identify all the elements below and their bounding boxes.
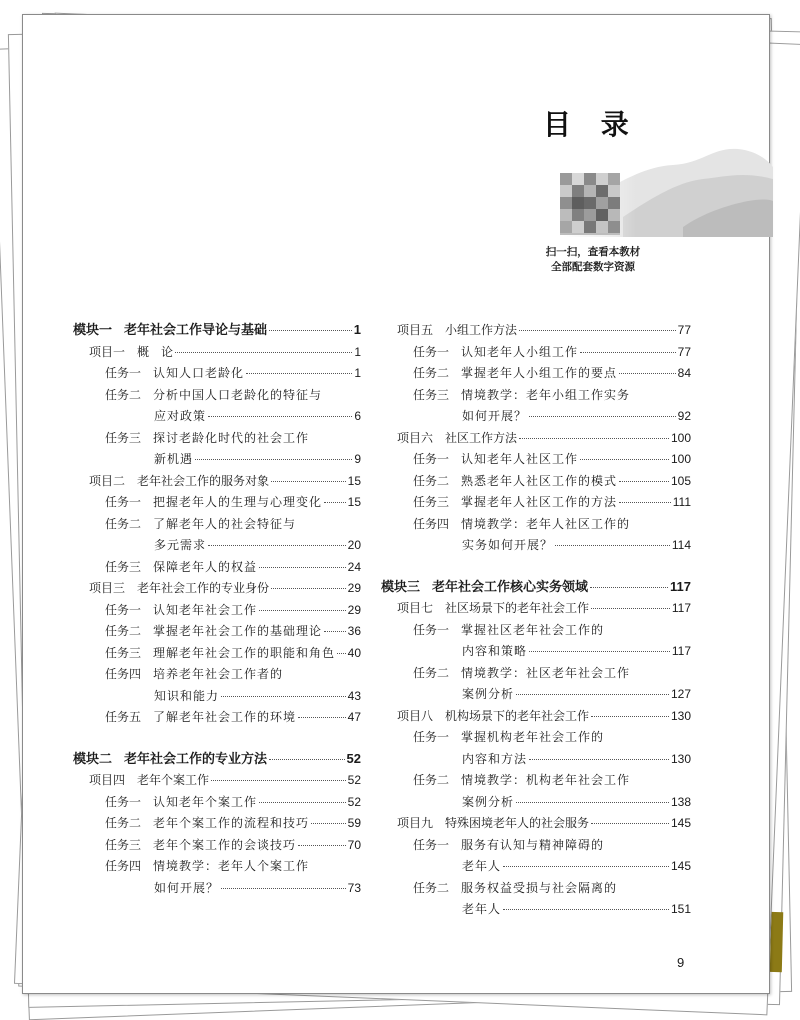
toc-entry-title: 认知人口老龄化 [153,366,245,380]
toc-entry-title: 实务如何开展？ [462,538,554,552]
toc-entry-title: 掌握机构老年社会工作的 [461,730,605,744]
toc-entry-task[interactable] [381,514,691,534]
toc-entry-task[interactable] [381,471,691,491]
dot-leader [298,844,346,846]
toc-entry-label: 任务三 [105,645,142,660]
toc-entry-page-number: 117 [671,601,691,615]
toc-entry-page-number: 77 [677,344,691,359]
toc-entry-cont[interactable] [73,686,361,706]
toc-entry-title: 情境教学：机构老年社会工作 [461,773,631,787]
toc-entry-cont[interactable] [381,684,691,704]
toc-entry-project[interactable] [381,813,691,833]
dot-leader [298,716,346,718]
toc-entry-label: 模块二 [73,751,113,767]
toc-entry-label: 任务二 [105,816,142,830]
toc-entry-task[interactable] [381,663,691,683]
dot-leader [591,715,669,717]
toc-entry-page-number: 138 [670,794,691,809]
toc-entry-label: 项目一 [89,344,126,359]
toc-entry-label: 项目三 [89,581,126,595]
toc-entry-title: 把握老年人的生理与心理变化 [153,495,323,509]
toc-entry-page-number: 47 [347,710,361,724]
toc-entry-task[interactable] [381,342,691,362]
toc-entry-title: 情境教学：老年人个案工作 [153,859,310,873]
toc-entry-title: 理解老年社会工作的职能和角色 [153,645,336,660]
dot-leader [208,544,346,546]
toc-entry-title: 分析中国人口老龄化的特征与 [153,387,323,402]
toc-entry-title: 熟悉老年人社区工作的模式 [461,473,618,488]
toc-entry-task[interactable] [73,643,361,663]
toc-entry-project[interactable] [381,598,691,618]
toc-entry-label: 任务一 [105,602,142,617]
toc-entry-project[interactable] [381,706,691,726]
toc-entry-page-number: 1 [354,344,361,359]
toc-entry-label: 任务一 [413,622,450,637]
toc-entry-cont[interactable] [381,406,691,426]
toc-entry-title: 概 论 [137,344,174,359]
toc-entry-title: 老年个案工作的流程和技巧 [153,816,310,830]
toc-entry-page-number: 29 [347,602,361,617]
dot-leader [337,652,346,654]
page-number: 9 [677,955,685,970]
toc-entry-page-number: 92 [677,409,691,423]
dot-leader [324,501,346,503]
toc-entry-title: 老年个案工作 [137,773,210,787]
dot-leader [324,630,346,632]
toc-entry-title: 情境教学：社区老年社会工作 [461,665,631,680]
toc-entry-label: 任务四 [413,516,450,531]
toc-entry-task[interactable] [381,449,691,469]
toc-entry-task[interactable] [73,363,361,383]
dot-leader [221,695,346,697]
toc-entry-title: 掌握老年社会工作的基础理论 [153,624,323,638]
dot-leader [516,801,669,803]
dot-leader [591,607,670,609]
toc-entry-cont[interactable] [73,449,361,469]
toc-entry-label: 任务四 [105,859,142,873]
toc-entry-title: 情境教学：老年人社区工作的 [461,516,631,531]
toc-entry-title: 探讨老龄化时代的社会工作 [153,430,310,445]
toc-entry-page-number: 145 [670,859,691,873]
dot-leader [519,437,669,439]
toc-entry-label: 项目二 [89,473,126,488]
toc-entry-title: 培养老年社会工作者的 [153,667,284,681]
toc-entry-task[interactable] [381,835,691,855]
toc-entry-label: 任务一 [413,452,450,466]
toc-entry-cont[interactable] [73,535,361,555]
dot-leader [311,822,346,824]
toc-entry-cont[interactable] [381,535,691,555]
toc-entry-label: 任务三 [413,495,450,509]
toc-entry-cont[interactable] [73,406,361,426]
toc-entry-task[interactable] [73,792,361,812]
toc-entry-page-number: 1 [353,322,361,337]
dot-leader [619,372,676,374]
toc-entry-task[interactable] [381,385,691,405]
toc-entry-task[interactable] [381,363,691,383]
toc-entry-label: 任务二 [105,624,142,638]
toc-entry-project[interactable] [73,471,361,491]
toc-entry-label: 任务二 [105,387,142,402]
toc-entry-cont[interactable] [381,856,691,876]
toc-entry-title: 老年人 [462,859,502,873]
toc-entry-title: 如何开展？ [462,409,528,423]
toc-entry-title: 新机遇 [154,452,194,466]
toc-entry-cont[interactable] [381,641,691,661]
toc-entry-label: 任务一 [105,495,142,509]
toc-entry-task[interactable] [73,557,361,577]
toc-entry-title: 认知老年社会工作 [153,602,258,617]
toc-entry-page-number: 36 [347,624,361,638]
toc-entry-task[interactable] [381,492,691,512]
toc-entry-label: 任务二 [413,366,450,380]
toc-entry-page-number: 100 [670,452,691,466]
toc-entry-page-number: 20 [347,538,361,552]
toc-entry-task[interactable] [381,878,691,898]
toc-entry-task[interactable] [73,835,361,855]
toc-entry-title: 老年社会工作导论与基础 [124,323,268,338]
toc-entry-task[interactable] [381,770,691,790]
toc-entry-page-number: 77 [677,323,691,337]
toc-entry-page-number: 130 [670,708,691,723]
dot-leader [503,908,669,910]
toc-entry-label: 任务一 [413,837,450,852]
dot-leader [590,586,668,588]
toc-entry-page-number: 15 [347,495,361,509]
toc-entry-label: 任务五 [105,710,142,724]
toc-entry-label: 任务一 [413,730,450,744]
toc-entry-label: 项目八 [397,708,434,723]
toc-entry-task[interactable] [381,620,691,640]
toc-entry-page-number: 43 [347,688,361,703]
toc-entry-page-number: 40 [347,645,361,660]
toc-entry-page-number: 130 [670,751,691,766]
toc-entry-page-number: 52 [346,750,361,766]
dot-leader [246,372,352,374]
dot-leader [259,801,346,803]
toc-entry-module[interactable] [381,577,691,597]
toc-entry-page-number: 105 [670,473,691,488]
toc-entry-label: 模块三 [381,579,421,595]
toc-entry-title: 保障老年人的权益 [153,559,258,574]
toc-entry-page-number: 70 [347,837,361,852]
toc-entry-module[interactable] [73,749,361,769]
toc-entry-label: 任务三 [413,387,450,402]
dot-leader [175,351,352,353]
toc-entry-label: 项目七 [397,601,434,615]
toc-entry-label: 任务二 [413,773,450,787]
toc-entry-title: 社区场景下的老年社会工作 [445,601,590,615]
toc-entry-title: 老年社会工作的服务对象 [137,473,270,488]
qr-code[interactable] [560,173,620,235]
toc-entry-cont[interactable] [381,749,691,769]
toc-entry-title: 服务有认知与精神障碍的 [461,837,605,852]
toc-entry-title: 老年人 [462,902,502,916]
toc-entry-title: 老年社会工作核心实务领域 [432,579,589,595]
dot-leader [529,758,669,760]
toc-entry-label: 任务二 [413,665,450,680]
toc-entry-title: 小组工作方法 [445,323,518,337]
dot-leader [529,415,676,417]
toc-entry-task[interactable] [73,621,361,641]
toc-entry-label: 任务二 [413,880,450,895]
toc-entry-label: 任务一 [413,344,450,359]
toc-entry-title: 老年社会工作的专业方法 [124,751,268,767]
toc-entry-page-number: 73 [347,880,361,895]
toc-entry-title: 了解老年人的社会特征与 [153,516,297,531]
toc-entry-title: 认知老年人小组工作 [461,344,579,359]
toc-entry-label: 任务一 [105,366,142,380]
toc-entry-project[interactable] [73,342,361,362]
toc-entry-task[interactable] [73,664,361,684]
toc-entry-title: 掌握老年人社区工作的方法 [461,495,618,509]
toc-entry-project[interactable] [381,428,691,448]
dot-leader [221,887,346,889]
toc-entry-title: 掌握老年人小组工作的要点 [461,366,618,380]
toc-entry-page-number: 52 [347,773,361,787]
toc-entry-title: 认知老年个案工作 [153,794,258,809]
toc-entry-page-number: 114 [671,538,691,552]
toc-entry-title: 掌握社区老年社会工作的 [461,622,605,637]
dot-leader [516,693,669,695]
dot-leader [271,480,346,482]
toc-entry-title: 认知老年人社区工作 [461,452,579,466]
toc-entry-label: 任务三 [105,837,142,852]
dot-leader [503,865,669,867]
toc-entry-page-number: 117 [671,644,691,658]
dot-leader [580,351,676,353]
toc-entry-project[interactable] [73,770,361,790]
toc-entry-label: 模块一 [73,323,113,338]
toc-entry-cont[interactable] [381,899,691,919]
toc-entry-title: 内容和方法 [462,751,528,766]
qr-caption [529,245,657,275]
toc-entry-title: 特殊困境老年人的社会服务 [445,816,590,830]
dot-leader [619,480,669,482]
toc-entry-page-number: 9 [354,452,361,466]
dot-leader [591,822,669,824]
toc-entry-task[interactable] [73,492,361,512]
toc-entry-page-number: 15 [347,473,361,488]
toc-entry-page-number: 145 [670,816,691,830]
toc-entry-project[interactable] [73,578,361,598]
toc-page [22,14,770,994]
toc-entry-task[interactable] [73,428,361,448]
toc-entry-cont[interactable] [73,878,361,898]
dot-leader [259,609,346,611]
toc-entry-title: 服务权益受损与社会隔离的 [461,880,618,895]
toc-entry-page-number: 6 [354,409,361,423]
dot-leader [195,458,352,460]
toc-entry-page-number: 127 [670,687,691,701]
page-title: 目 录 [543,108,639,141]
toc-entry-cont[interactable] [381,792,691,812]
dot-leader [271,587,346,589]
toc-entry-title: 应对政策 [154,409,207,423]
toc-entry-title: 多元需求 [154,538,207,552]
toc-entry-label: 任务四 [105,667,142,681]
toc-entry-page-number: 59 [347,816,361,830]
dot-leader [208,415,352,417]
toc-entry-label: 项目四 [89,773,126,787]
dot-leader [529,650,670,652]
toc-entry-page-number: 29 [347,581,361,595]
toc-entry-title: 老年社会工作的专业身份 [137,581,270,595]
toc-entry-label: 任务一 [105,794,142,809]
toc-entry-task[interactable] [73,600,361,620]
toc-entry-title: 案例分析 [462,687,515,701]
toc-entry-page-number: 1 [354,366,361,380]
toc-entry-title: 社区工作方法 [445,430,518,445]
dot-leader [519,329,676,331]
toc-entry-title: 了解老年社会工作的环境 [153,710,297,724]
toc-entry-title: 如何开展？ [154,880,220,895]
toc-entry-page-number: 151 [670,902,691,916]
toc-entry-page-number: 111 [672,495,691,509]
toc-entry-page-number: 52 [347,794,361,809]
toc-entry-title: 老年个案工作的会谈技巧 [153,837,297,852]
toc-entry-label: 项目九 [397,816,434,830]
toc-entry-task[interactable] [73,514,361,534]
toc-entry-task[interactable] [73,707,361,727]
dot-leader [259,566,346,568]
toc-entry-task[interactable] [73,385,361,405]
toc-entry-module[interactable] [73,320,361,340]
toc-entry-title: 知识和能力 [154,688,220,703]
toc-entry-title: 机构场景下的老年社会工作 [445,708,590,723]
toc-entry-page-number: 24 [347,559,361,574]
qr-caption-line: 全部配套数字资源 [551,261,635,273]
toc-entry-title: 情境教学：老年小组工作实务 [461,387,631,402]
toc-entry-label: 任务二 [413,473,450,488]
toc-entry-task[interactable] [73,813,361,833]
toc-entry-label: 任务二 [105,516,142,531]
toc-entry-page-number: 117 [670,578,691,594]
toc-entry-task[interactable] [73,856,361,876]
toc-entry-title: 案例分析 [462,794,515,809]
dot-leader [619,501,671,503]
toc-entry-page-number: 84 [677,366,691,380]
toc-entry-label: 任务三 [105,559,142,574]
toc-entry-project[interactable] [381,320,691,340]
dot-leader [211,779,346,781]
toc-entry-title: 内容和策略 [462,644,528,658]
dot-leader [269,758,345,760]
toc-entry-label: 任务三 [105,430,142,445]
qr-caption-line: 扫一扫，查看本教材 [545,246,641,258]
toc-entry-label: 项目六 [397,430,434,445]
dot-leader [580,458,669,460]
dot-leader [555,544,670,546]
toc-entry-page-number: 100 [670,430,691,445]
dot-leader [269,329,352,331]
toc-entry-label: 项目五 [397,323,434,337]
toc-entry-task[interactable] [381,727,691,747]
